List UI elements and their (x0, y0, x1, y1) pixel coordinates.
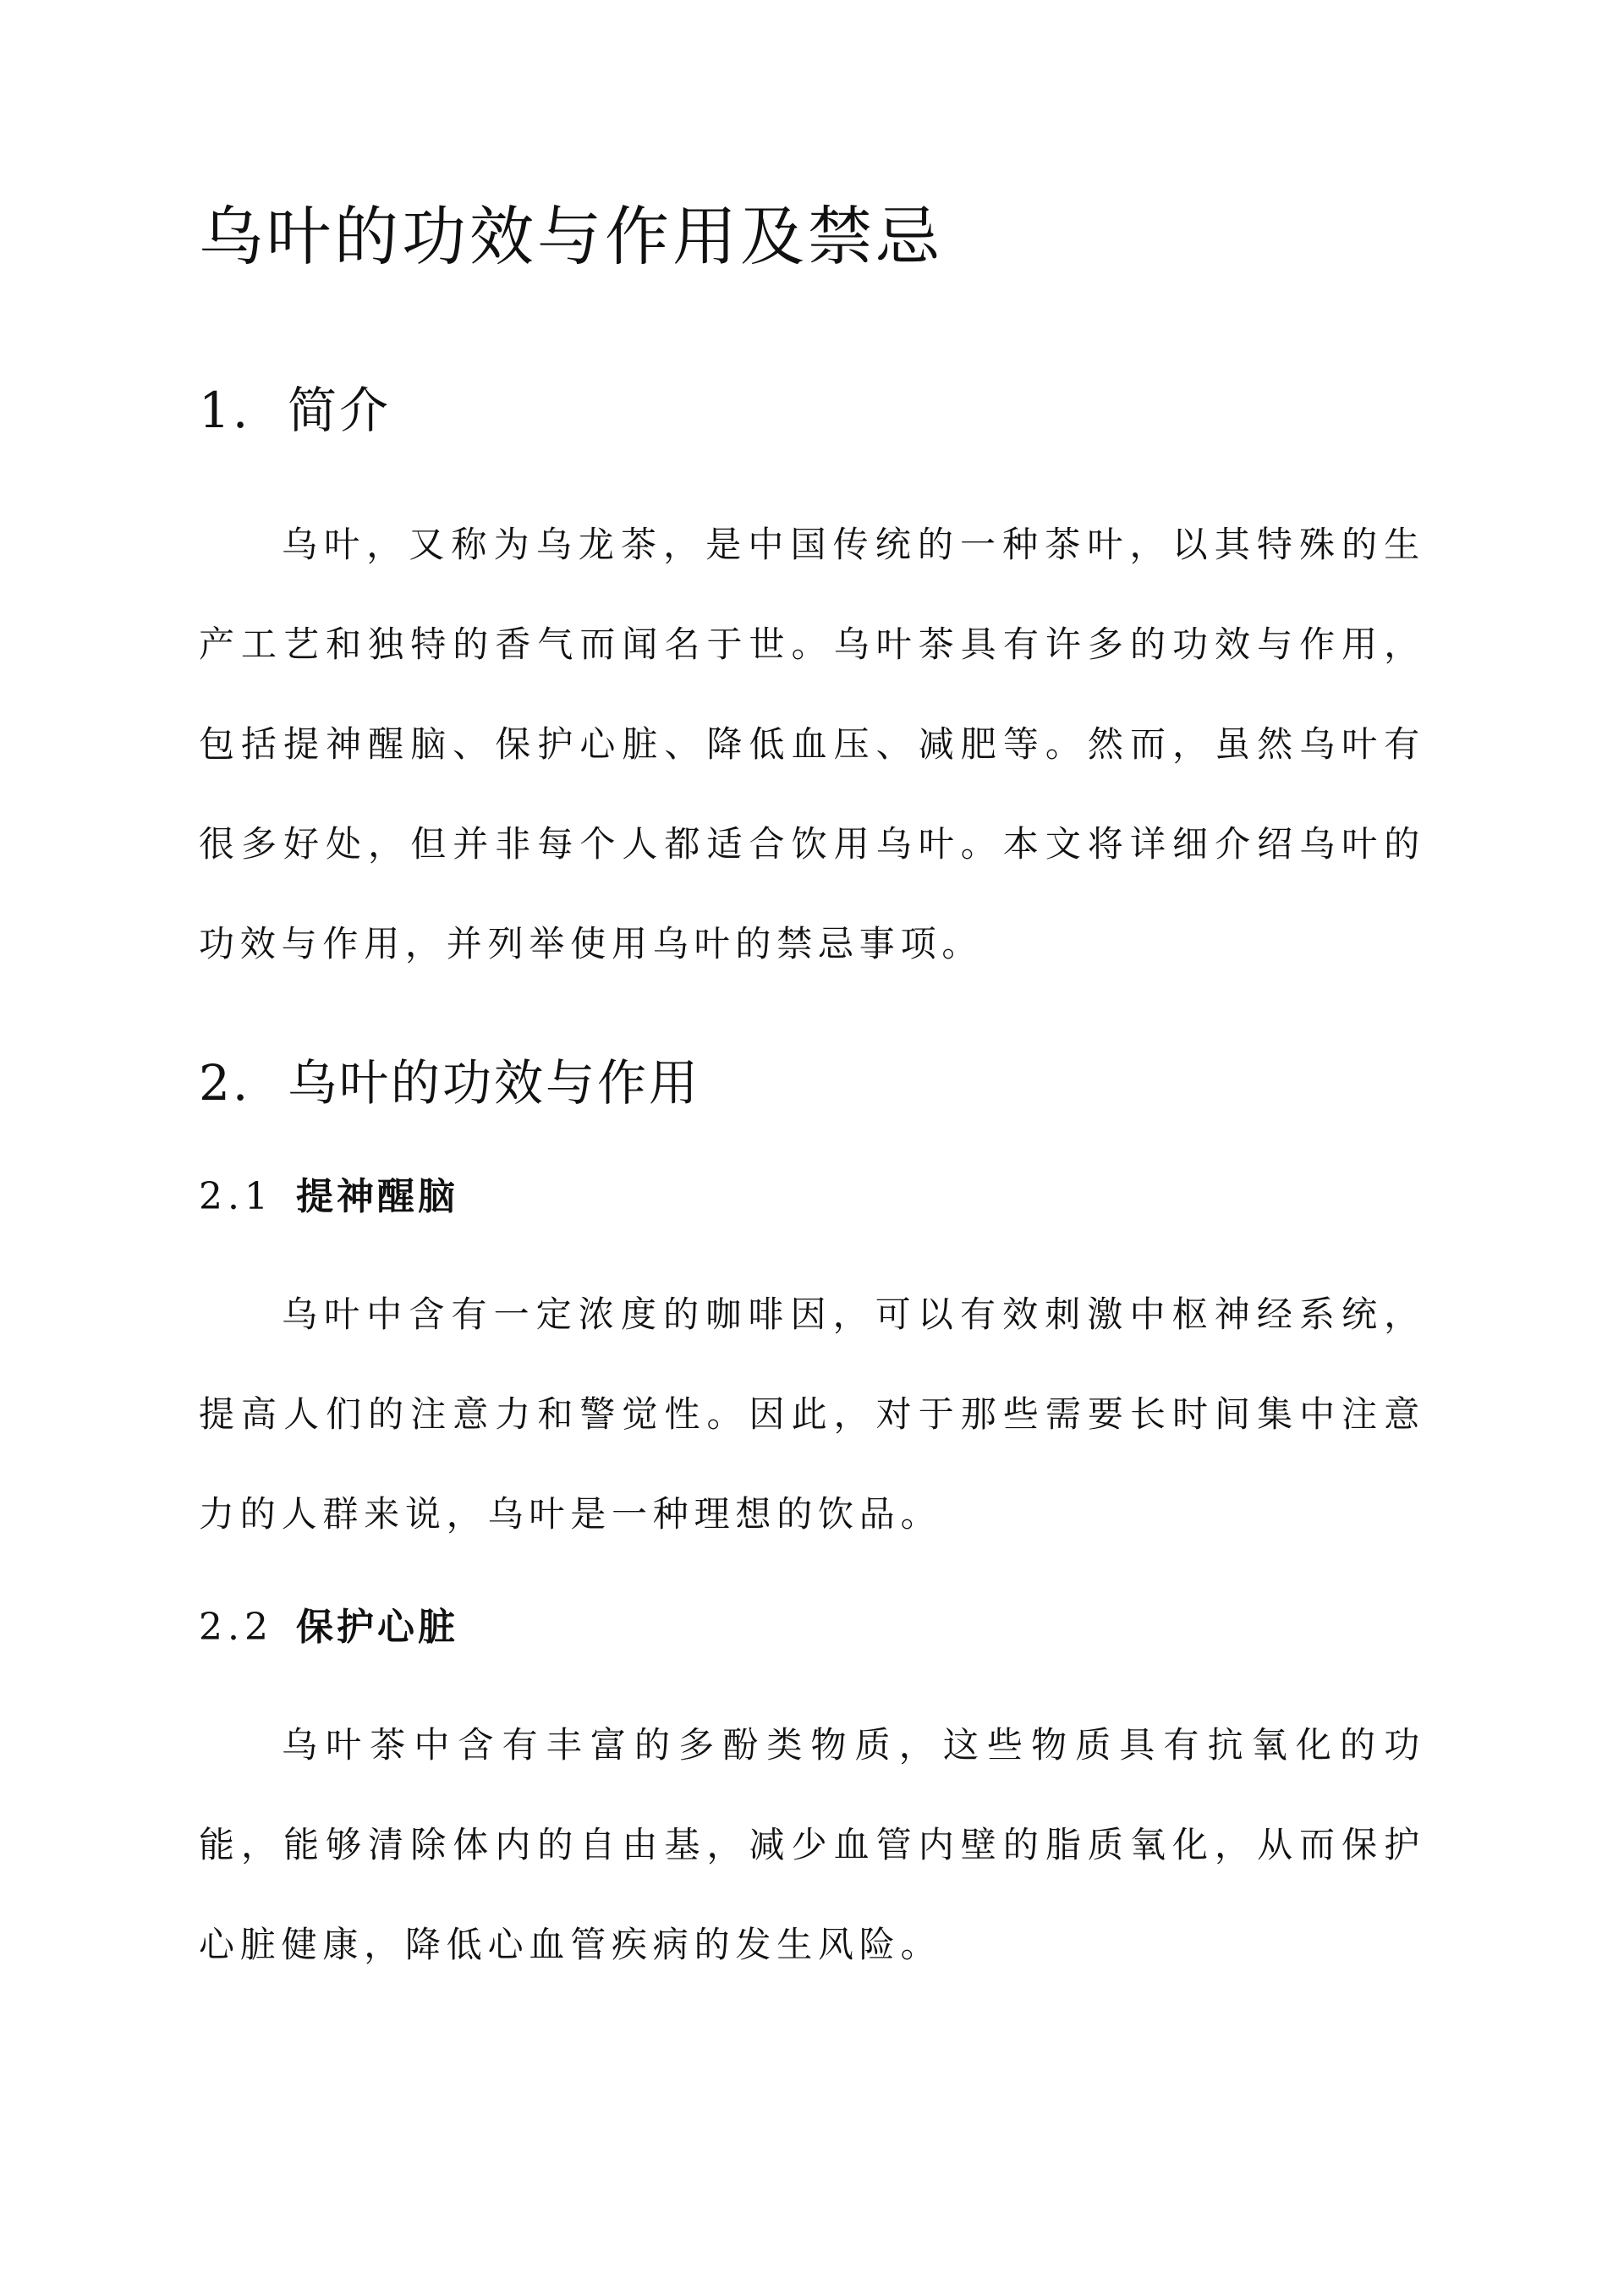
document-body (199, 190, 1425, 2029)
section-title: 简介 (288, 382, 392, 439)
heart-paragraph: 乌叶茶中含有丰富的多酚类物质，这些物质具有抗氧化的功能，能够清除体内的自由基，减少血管内壁的脂质氧化，从而保护心脏健康，降低心血管疾病的发生风险。 (199, 1724, 1425, 1965)
subsection-number: 2.2 (199, 1606, 273, 1649)
section-heading-intro (199, 372, 1425, 448)
section-number: 1. (199, 382, 251, 439)
intro-paragraph: 乌叶，又称为乌龙茶，是中国传统的一种茶叶，以其特殊的生产工艺和独特的香气而闻名于世。乌叶茶具有许多的功效与作用，包括提神醒脑、保护心脏、降低血压、减肥等。然而，虽然乌叶有很多好处，但并非每个人都适合饮用乌叶。本文将详细介绍乌叶的功效与作用，并列举使用乌叶的禁忌事项。 (199, 524, 1425, 964)
subsection-heading-heart (199, 1598, 1425, 1657)
subsection-number: 2.1 (199, 1175, 273, 1218)
subsection-title: 提神醒脑 (296, 1175, 458, 1218)
page-title: 乌叶的功效与作用及禁忌 (199, 199, 943, 274)
section-title: 乌叶的功效与作用 (288, 1054, 701, 1112)
section-heading-effects (199, 1045, 1425, 1121)
section-number: 2. (199, 1054, 251, 1112)
subsection-heading-refresh (199, 1167, 1425, 1227)
subsection-title: 保护心脏 (296, 1606, 458, 1649)
refresh-paragraph: 乌叶中含有一定浓度的咖啡因，可以有效刺激中枢神经系统，提高人们的注意力和警觉性。因此，对于那些需要长时间集中注意力的人群来说，乌叶是一种理想的饮品。 (199, 1294, 1425, 1535)
